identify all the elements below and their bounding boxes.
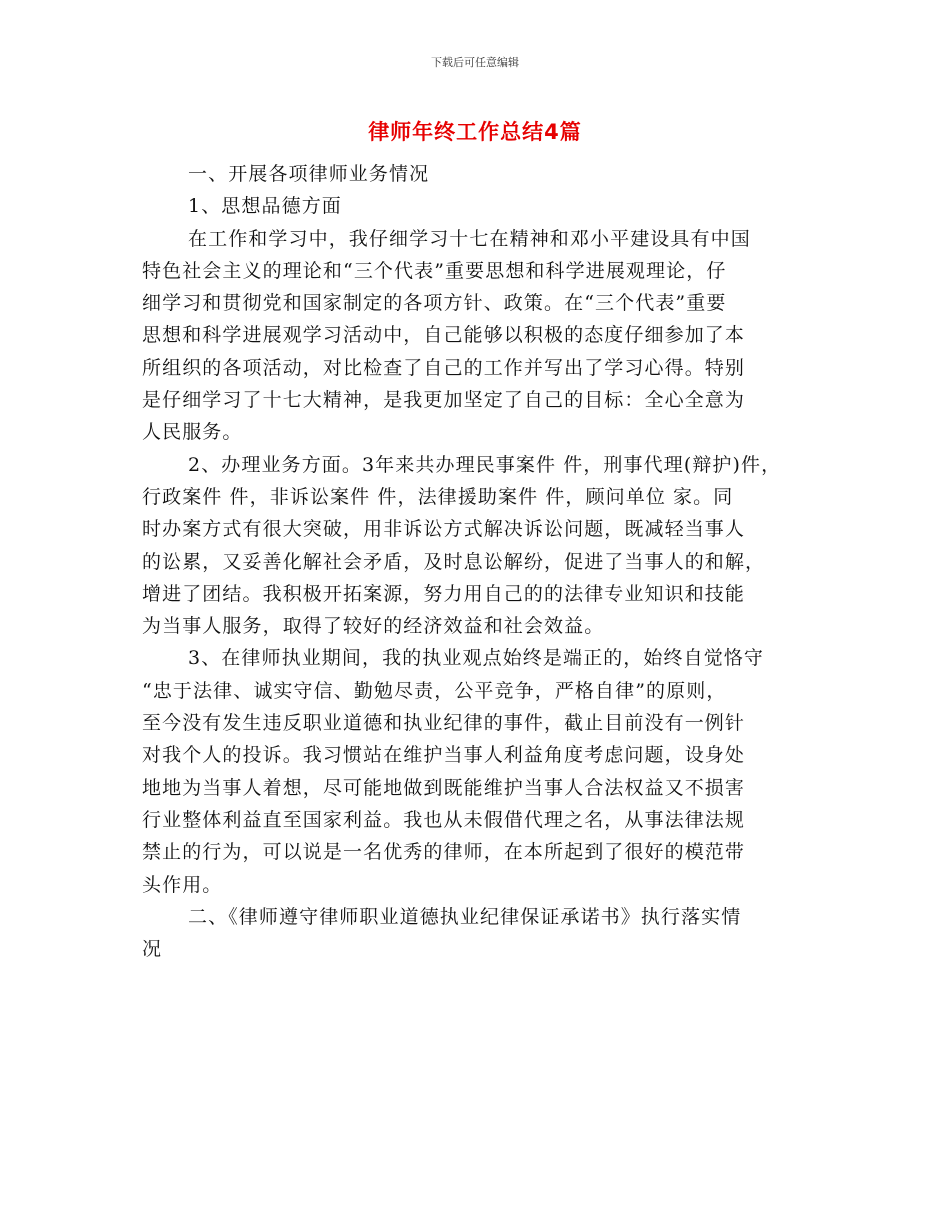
text-line: 人民服务。 xyxy=(142,421,243,444)
text-line: 至今没有发生违反职业道德和执业纪律的事件，截止目前没有一例针 xyxy=(142,712,746,735)
text-line: 所组织的各项活动，对比检查了自己的工作并写出了学习心得。特别 xyxy=(142,356,746,379)
text-line: 行政案件 件，非诉讼案件 件，法律援助案件 件，顾问单位 家。同 xyxy=(142,485,734,508)
text-line: 增进了团结。我积极开拓案源，努力用自己的的法律专业知识和技能 xyxy=(142,582,746,605)
document-title: 律师年终工作总结4篇 xyxy=(368,120,582,144)
text-line: 况 xyxy=(142,938,163,961)
text-line: 为当事人服务，取得了较好的经济效益和社会效益。 xyxy=(142,615,605,638)
text-line: 3、在律师执业期间，我的执业观点始终是端正的，始终自觉恪守 xyxy=(188,647,764,670)
text-line: 头作用。 xyxy=(142,873,223,896)
text-line: 一、开展各项律师业务情况 xyxy=(188,163,430,185)
text-line: 地地为当事人着想，尽可能地做到既能维护当事人合法权益又不损害 xyxy=(142,776,746,799)
text-line: 时办案方式有很大突破，用非诉讼方式解决诉讼问题，既减轻当事人 xyxy=(142,518,746,541)
text-line: 2、办理业务方面。3年来共办理民事案件 件，刑事代理(辩护)件， xyxy=(188,453,782,476)
text-line: 行业整体利益直至国家利益。我也从未假借代理之名，从事法律法规 xyxy=(142,808,746,831)
text-line: 对我个人的投诉。我习惯站在维护当事人利益角度考虑问题，设身处 xyxy=(142,744,746,767)
text-line: 1、思想品德方面 xyxy=(188,195,342,218)
text-line: 的讼累，又妥善化解社会矛盾，及时息讼解纷，促进了当事人的和解， xyxy=(142,550,766,573)
text-line: 禁止的行为，可以说是一名优秀的律师，在本所起到了很好的模范带 xyxy=(142,841,746,864)
text-line: 是仔细学习了十七大精神，是我更加坚定了自己的目标：全心全意为 xyxy=(142,389,746,412)
text-line: 在工作和学习中，我仔细学习十七在精神和邓小平建设具有中国 xyxy=(188,227,751,250)
text-line: 细学习和贯彻党和国家制定的各项方针、政策。在“三个代表”重要 xyxy=(142,292,727,315)
document-body xyxy=(142,158,832,965)
text-line: 思想和科学进展观学习活动中，自己能够以积极的态度仔细参加了本 xyxy=(142,324,746,347)
text-line: 特色社会主义的理论和“三个代表”重要思想和科学进展观理论，仔 xyxy=(142,259,727,282)
page-header-note: 下载后可任意编辑 xyxy=(431,56,519,69)
text-line: “忠于法律、诚实守信、勤勉尽责，公平竞争，严格自律”的原则， xyxy=(142,679,727,702)
text-line: 二、《律师遵守律师职业道德执业纪律保证承诺书》执行落实情 xyxy=(188,905,742,928)
